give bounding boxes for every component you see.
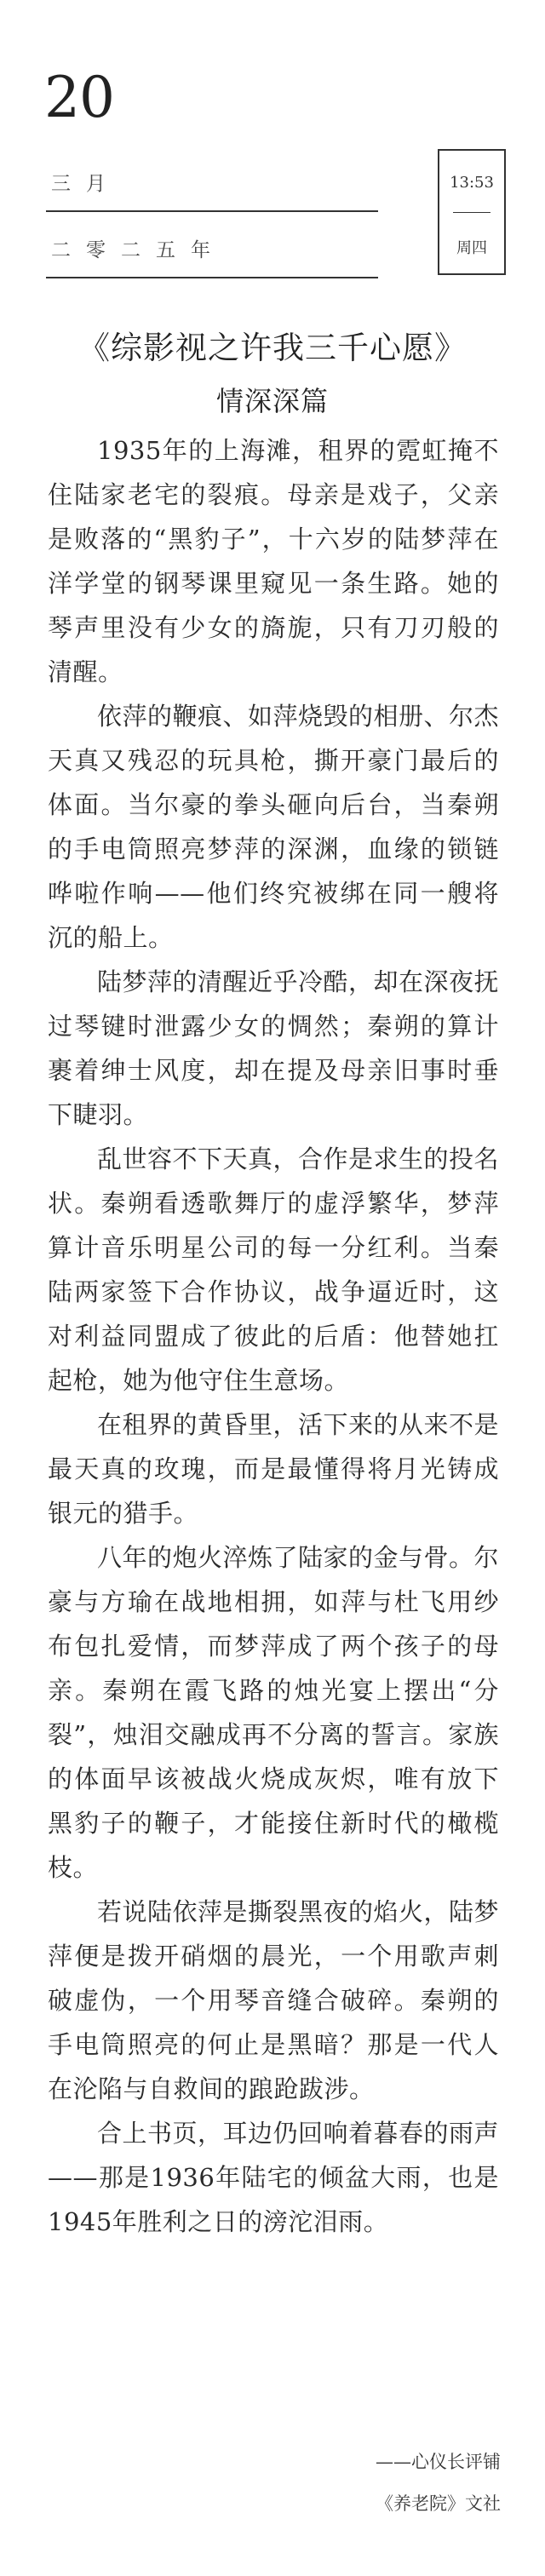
signature-author: ——心仪长评铺 xyxy=(376,2452,501,2472)
weekday-text: 周四 xyxy=(456,239,487,257)
article-paragraph: 乱世容不下天真，合作是求生的投名状。秦朔看透歌舞厅的虚浮繁华，梦萍算计音乐明星公司的每一分红利。当秦陆两家签下合作协议，战争逼近时，这对利益同盟成了彼此的后盾：他替她扛起枪，她为他守住生意场。 xyxy=(48,1145,500,1395)
article-paragraph: 1935年的上海滩，租界的霓虹掩不住陆家老宅的裂痕。母亲是戏子，父亲是败落的“黑豹子”，十六岁的陆梦萍在洋学堂的钢琴课里窥见一条生路。她的琴声里没有少女的旖旎，只有刀刃般的清醒。 xyxy=(48,436,499,686)
article-paragraph: 陆梦萍的清醒近乎冷酷，却在深夜抚过琴键时泄露少女的惆然；秦朔的算计裹着绅士风度，却在提及母亲旧事时垂下睫羽。 xyxy=(48,967,500,1129)
article-paragraph: 在租界的黄昏里，活下来的从来不是最天真的玫瑰，而是最懂得将月光铸成银元的猎手。 xyxy=(48,1410,500,1528)
time-box xyxy=(438,149,506,275)
signature-source: 《养老院》文社 xyxy=(376,2493,501,2514)
date-day: 20 xyxy=(44,65,114,130)
date-month: 三月 xyxy=(51,173,121,195)
article-paragraph: 若说陆依萍是撕裂黑夜的焰火，陆梦萍便是拨开硝烟的晨光，一个用歌声刺破虚伪，一个用琴音缝合破碎。秦朔的手电筒照亮的何止是黑暗？那是一代人在沦陷与自救间的踉跄跋涉。 xyxy=(48,1897,500,2103)
header-divider-bottom xyxy=(46,277,378,278)
article-subtitle: 情深深篇 xyxy=(215,385,329,417)
date-year: 二零二五年 xyxy=(51,239,226,261)
article-body xyxy=(48,428,499,2244)
time-box-divider xyxy=(453,212,490,213)
article-paragraph: 合上书页，耳边仍回响着暮春的雨声——那是1936年陆宅的倾盆大雨，也是1945年胜利之日的滂沱泪雨。 xyxy=(48,2119,500,2236)
article-paragraph: 八年的炮火淬炼了陆家的金与骨。尔豪与方瑜在战地相拥，如萍与杜飞用纱布包扎爱情，而梦萍成了两个孩子的母亲。秦朔在霞飞路的烛光宴上摆出“分裂”，烛泪交融成再不分离的誓言。家族的体面早该被战火烧成灰烬，唯有放下黑豹子的鞭子，才能接住新时代的橄榄枝。 xyxy=(48,1543,500,1882)
header-divider-top xyxy=(46,210,378,212)
time-text: 13:53 xyxy=(450,174,494,192)
article-title: 《综影视之许我三千心愿》 xyxy=(78,330,467,366)
article-paragraph: 依萍的鞭痕、如萍烧毁的相册、尔杰天真又残忍的玩具枪，撕开豪门最后的体面。当尔豪的拳头砸向后台，当秦朔的手电筒照亮梦萍的深渊，血缘的锁链哗啦作响——他们终究被绑在同一艘将沉的船上。 xyxy=(48,702,500,952)
